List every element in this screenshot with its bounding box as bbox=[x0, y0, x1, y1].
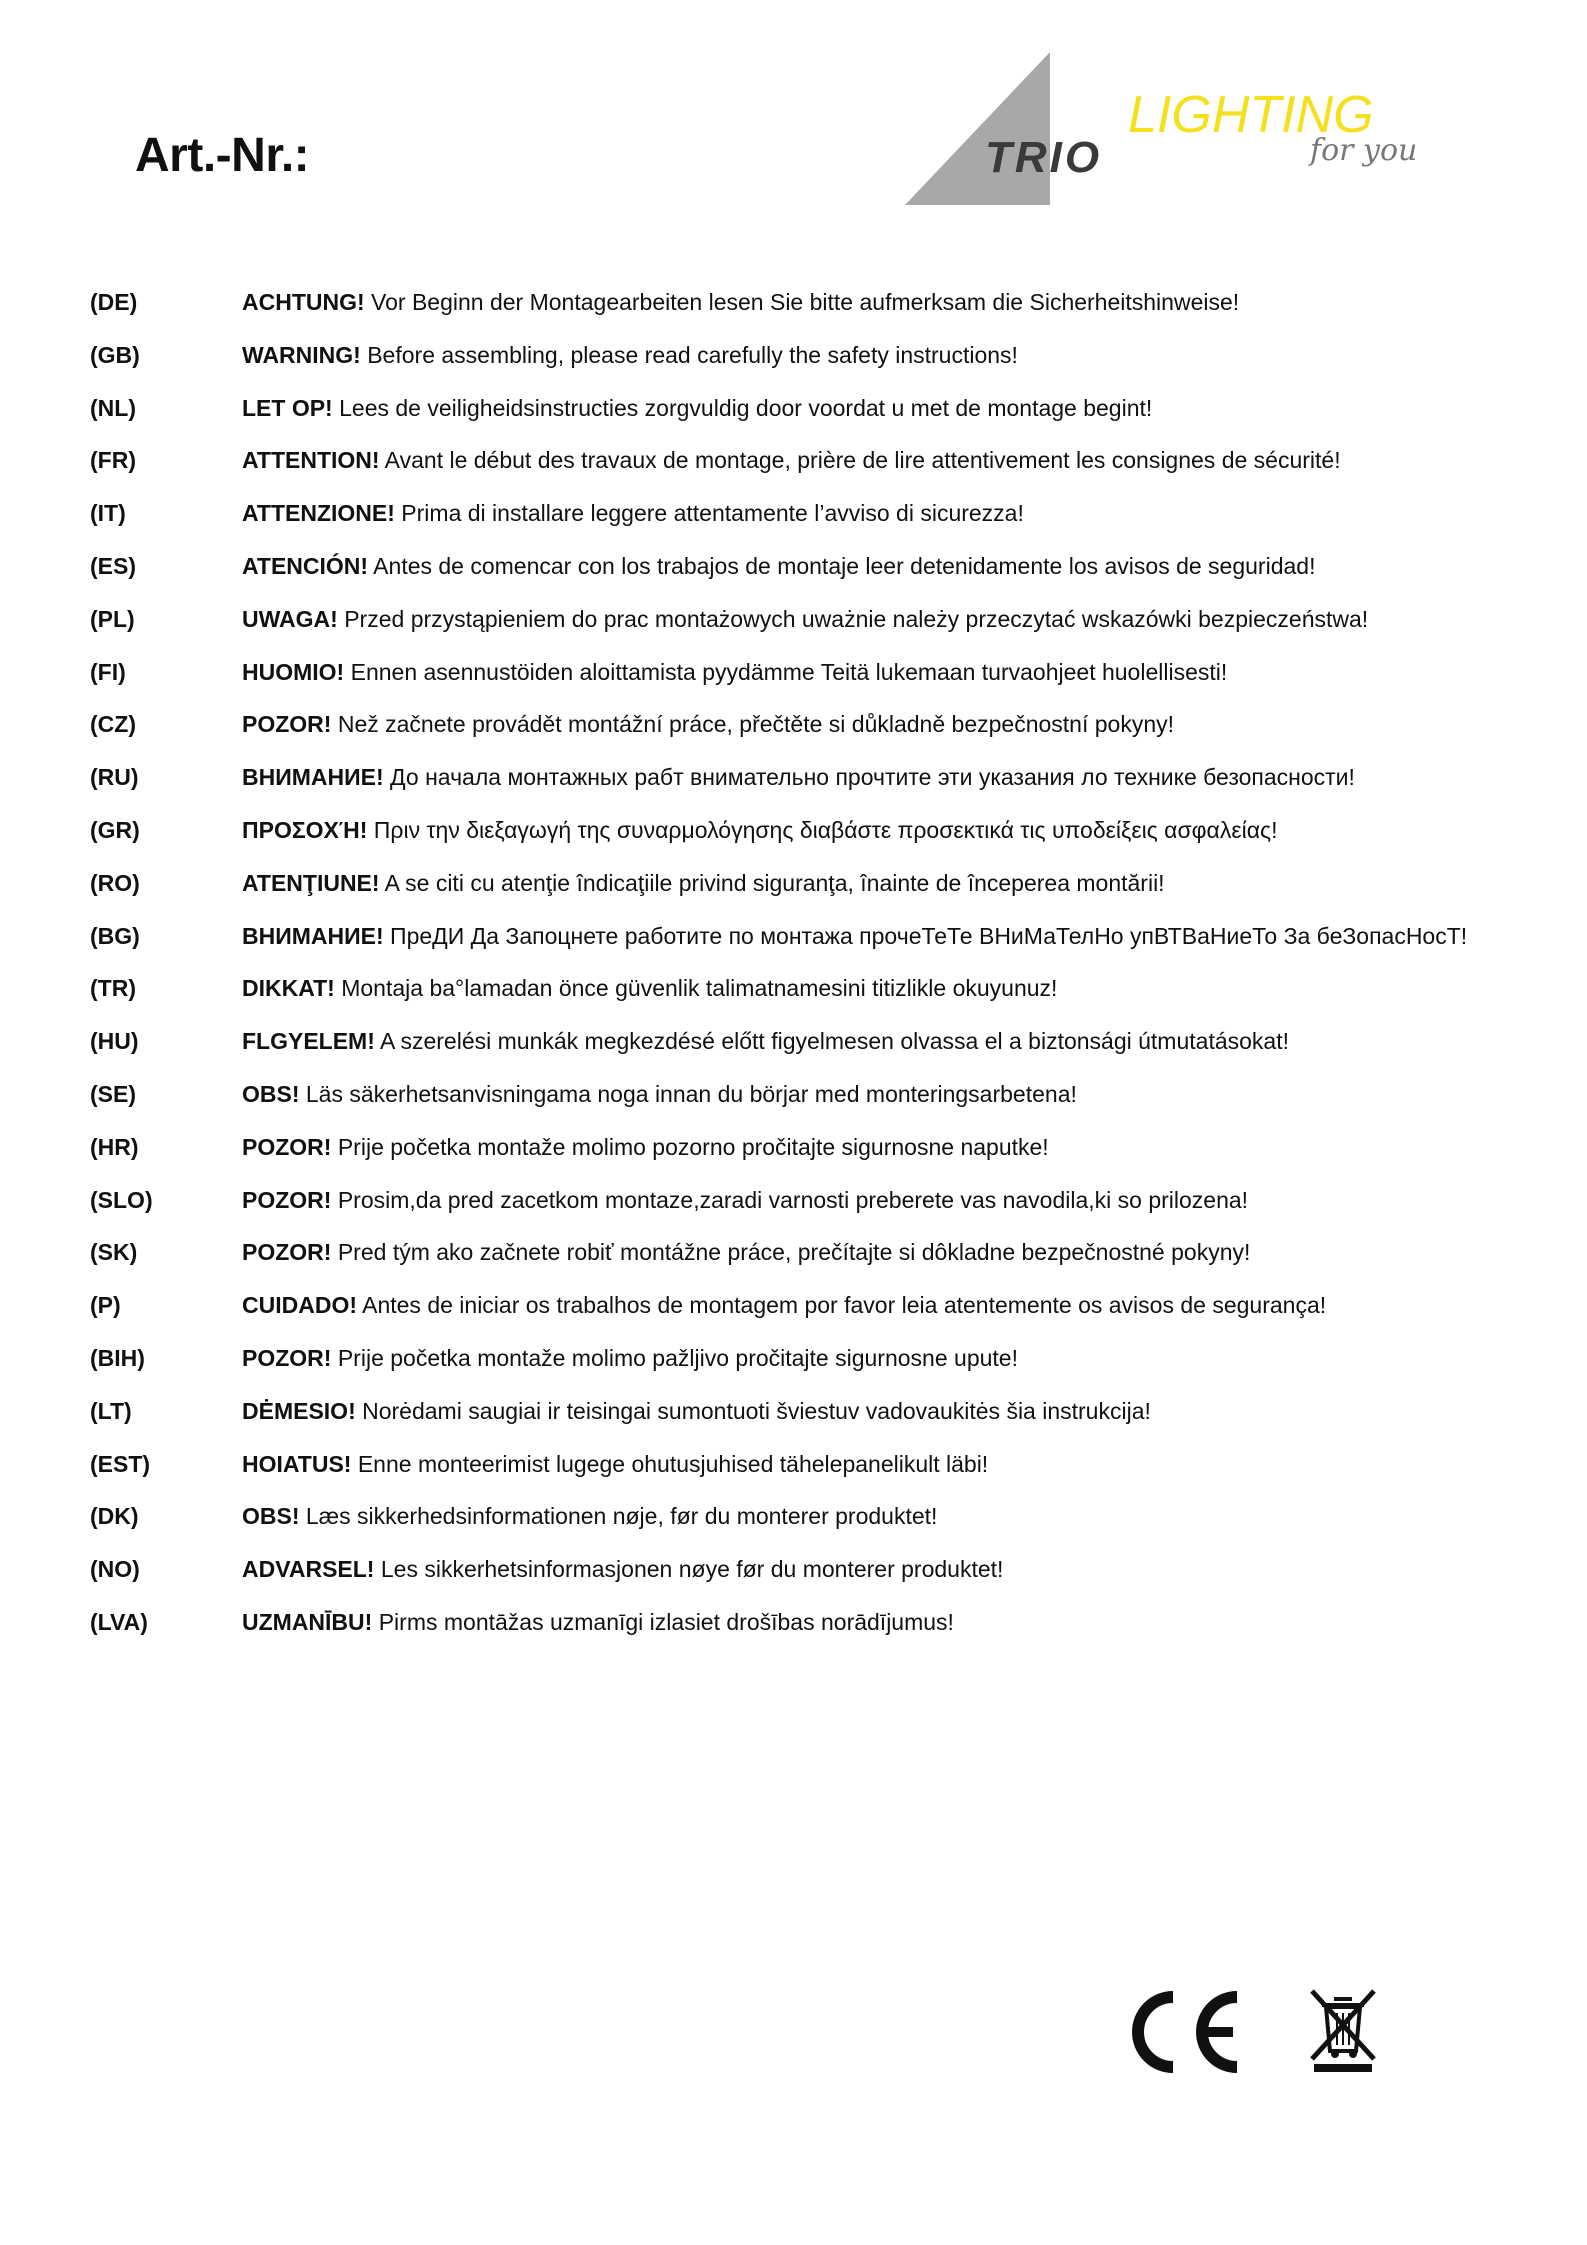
warning-row bbox=[90, 764, 1490, 817]
warning-text bbox=[242, 1609, 954, 1636]
warning-row bbox=[90, 975, 1490, 1028]
language-code: (PL) bbox=[90, 605, 135, 632]
warning-sentence: Antes de iniciar os trabalhos de montagem por favor leia atentemente os avisos de segurança! bbox=[357, 1292, 1327, 1319]
warning-sentence: Norėdami saugiai ir teisingai sumontuoti šviestuv vadovaukitės šia instrukcija! bbox=[355, 1397, 1151, 1424]
warning-text bbox=[242, 1556, 1003, 1583]
weee-bin-icon bbox=[1308, 1985, 1378, 2075]
warning-sentence: Než začnete provádět montážní práce, přečtěte si důkladně bezpečnostní pokyny! bbox=[331, 711, 1175, 738]
warning-word: POZOR! bbox=[242, 1344, 332, 1371]
language-code: (LVA) bbox=[90, 1608, 148, 1635]
warning-word: DĖMESIO! bbox=[242, 1397, 356, 1424]
language-code: (IT) bbox=[90, 500, 126, 527]
language-code: (NO) bbox=[90, 1556, 140, 1583]
warning-sentence: Læs sikkerhedsinformationen nøje, før du monterer produktet! bbox=[299, 1503, 938, 1530]
warning-text bbox=[242, 1451, 988, 1478]
warning-text bbox=[242, 923, 1467, 950]
warning-row bbox=[90, 1134, 1490, 1187]
warning-text bbox=[242, 289, 1239, 316]
language-code: (HU) bbox=[90, 1028, 139, 1055]
warning-word: WARNING! bbox=[242, 341, 361, 368]
warning-row bbox=[90, 870, 1490, 923]
warning-sentence: Pirms montāžas uzmanīgi izlasiet drošības norādījumus! bbox=[372, 1608, 954, 1635]
warning-row bbox=[90, 606, 1490, 659]
warning-text bbox=[242, 342, 1018, 369]
warning-row bbox=[90, 1451, 1490, 1504]
language-code: (BIH) bbox=[90, 1344, 145, 1371]
warning-word: ATTENZIONE! bbox=[242, 500, 395, 527]
language-code: (EST) bbox=[90, 1450, 151, 1477]
warning-row bbox=[90, 553, 1490, 606]
warning-word: POZOR! bbox=[242, 1133, 332, 1160]
warning-text bbox=[242, 447, 1341, 474]
warning-sentence: Les sikkerhetsinformasjonen nøye før du monterer produktet! bbox=[374, 1556, 1004, 1583]
warning-sentence: Prosim,da pred zacetkom montaze,zaradi varnosti preberete vas navodila,ki so prilozena! bbox=[331, 1186, 1249, 1213]
safety-warning-list bbox=[90, 289, 1490, 1662]
warning-text bbox=[242, 395, 1152, 422]
warning-text bbox=[242, 711, 1174, 738]
warning-row bbox=[90, 1556, 1490, 1609]
language-code: (SLO) bbox=[90, 1186, 153, 1213]
warning-text bbox=[242, 1134, 1049, 1161]
warning-text bbox=[242, 817, 1278, 844]
language-code: (FR) bbox=[90, 447, 136, 474]
warning-word: LET OP! bbox=[242, 394, 333, 421]
warning-row bbox=[90, 447, 1490, 500]
language-code: (FI) bbox=[90, 658, 126, 685]
language-code: (P) bbox=[90, 1292, 121, 1319]
warning-text bbox=[242, 1398, 1151, 1425]
warning-word: FLGYELEM! bbox=[242, 1028, 375, 1055]
language-code: (CZ) bbox=[90, 711, 136, 738]
language-code: (NL) bbox=[90, 394, 136, 421]
warning-text bbox=[242, 764, 1355, 791]
warning-word: ВНИМАНИЕ! bbox=[242, 922, 384, 949]
warning-word: POZOR! bbox=[242, 711, 332, 738]
warning-sentence: Antes de comencar con los trabajos de montaje leer detenidamente los avisos de seguridad! bbox=[368, 552, 1316, 579]
trio-lighting-logo bbox=[905, 52, 1418, 212]
warning-sentence: Montaja ba°lamadan önce güvenlik talimatnamesini titizlikle okuyunuz! bbox=[334, 975, 1058, 1002]
warning-sentence: Läs säkerhetsanvisningama noga innan du börjar med monteringsarbetena! bbox=[299, 1080, 1077, 1107]
warning-text bbox=[242, 1239, 1250, 1266]
warning-sentence: Prije početka montaže molimo pažljivo pročitajte sigurnosne upute! bbox=[331, 1344, 1018, 1371]
warning-text bbox=[242, 1028, 1289, 1055]
warning-sentence: Avant le début des travaux de montage, prière de lire attentivement les consignes de sécurité! bbox=[379, 447, 1341, 474]
warning-sentence: Ennen asennustöiden aloittamista pyydämme Teitä lukemaan turvaohjeet huolellisesti! bbox=[344, 658, 1228, 685]
warning-word: HOIATUS! bbox=[242, 1450, 352, 1477]
warning-row bbox=[90, 923, 1490, 976]
warning-word: ATENŢIUNE! bbox=[242, 869, 380, 896]
warning-word: OBS! bbox=[242, 1080, 300, 1107]
warning-text bbox=[242, 500, 1024, 527]
warning-word: HUOMIO! bbox=[242, 658, 345, 685]
warning-sentence: A se citi cu atenţie îndicaţiile privind siguranţa, înainte de începerea montării! bbox=[379, 869, 1165, 896]
warning-sentence: До начала монтажных рабт внимательно прочтите эти указания ло технике безопасности! bbox=[383, 764, 1355, 791]
warning-text bbox=[242, 870, 1165, 897]
warning-row bbox=[90, 1609, 1490, 1662]
warning-row bbox=[90, 1292, 1490, 1345]
warning-sentence: Πριν την διεξαγωγή της συναρμολόγησης διαβάστε προσεκτικά τις υποδείξεις ασφαλείας! bbox=[367, 816, 1278, 843]
language-code: (BG) bbox=[90, 922, 140, 949]
warning-row bbox=[90, 1081, 1490, 1134]
language-code: (RU) bbox=[90, 764, 139, 791]
article-number-label: Art.-Nr.: bbox=[135, 129, 310, 182]
warning-row bbox=[90, 1398, 1490, 1451]
language-code: (GB) bbox=[90, 341, 140, 368]
warning-sentence: Vor Beginn der Montagearbeiten lesen Sie bitte aufmerksam die Sicherheitshinweise! bbox=[364, 289, 1240, 315]
warning-text bbox=[242, 1081, 1077, 1108]
warning-text bbox=[242, 659, 1227, 686]
warning-row bbox=[90, 711, 1490, 764]
warning-row bbox=[90, 395, 1490, 448]
warning-row bbox=[90, 289, 1490, 342]
warning-row bbox=[90, 1028, 1490, 1081]
warning-word: UZMANĪBU! bbox=[242, 1608, 373, 1635]
warning-sentence: ПреДИ Да Запоцнете работите по монтажа прочеТеТе ВНиМаТелНо упВТВаНиеТо За беЗопасНосТ! bbox=[383, 922, 1468, 949]
warning-text bbox=[242, 1292, 1326, 1319]
language-code: (DK) bbox=[90, 1503, 139, 1530]
warning-word: ВНИМАНИЕ! bbox=[242, 764, 384, 791]
warning-word: ΠΡΟΣΟΧΉ! bbox=[242, 816, 368, 843]
logo-tagline-sub: for you bbox=[1310, 133, 1418, 168]
warning-sentence: Prije početka montaže molimo pozorno pročitajte sigurnosne naputke! bbox=[331, 1133, 1049, 1160]
warning-row bbox=[90, 1345, 1490, 1398]
warning-row bbox=[90, 1187, 1490, 1240]
warning-text bbox=[242, 553, 1315, 580]
warning-sentence: Prima di installare leggere attentamente l’avviso di sicurezza! bbox=[394, 500, 1024, 527]
warning-row bbox=[90, 500, 1490, 553]
language-code: (RO) bbox=[90, 869, 140, 896]
warning-text bbox=[242, 1345, 1018, 1372]
warning-sentence: Przed przystąpieniem do prac montażowych uważnie należy przeczytać wskazówki bezpieczeństwa! bbox=[337, 605, 1369, 632]
language-code: (ES) bbox=[90, 552, 136, 579]
language-code: (GR) bbox=[90, 816, 140, 843]
language-code: (SK) bbox=[90, 1239, 138, 1266]
logo-tagline-main: LIGHTING bbox=[1128, 86, 1374, 144]
logo-brand: TRIO bbox=[985, 133, 1103, 182]
warning-text bbox=[242, 1187, 1248, 1214]
warning-sentence: Pred tým ako začnete robiť montážne práce, prečítajte si dôkladne bezpečnostné pokyny! bbox=[331, 1239, 1251, 1266]
warning-word: ACHTUNG! bbox=[242, 289, 365, 315]
warning-row bbox=[90, 817, 1490, 870]
ce-mark-icon bbox=[1115, 1985, 1245, 2075]
warning-word: ATTENTION! bbox=[242, 447, 380, 474]
warning-row bbox=[90, 342, 1490, 395]
warning-word: ADVARSEL! bbox=[242, 1556, 375, 1583]
warning-text bbox=[242, 975, 1057, 1002]
language-code: (HR) bbox=[90, 1133, 139, 1160]
warning-word: CUIDADO! bbox=[242, 1292, 357, 1319]
language-code: (DE) bbox=[90, 289, 138, 315]
warning-word: ATENCIÓN! bbox=[242, 552, 369, 579]
warning-row bbox=[90, 659, 1490, 712]
language-code: (SE) bbox=[90, 1080, 136, 1107]
warning-word: DIKKAT! bbox=[242, 975, 335, 1002]
warning-text bbox=[242, 606, 1368, 633]
warning-word: POZOR! bbox=[242, 1186, 332, 1213]
warning-sentence: Enne monteerimist lugege ohutusjuhised tähelepanelikult läbi! bbox=[351, 1450, 989, 1477]
warning-sentence: Before assembling, please read carefully the safety instructions! bbox=[360, 341, 1018, 368]
warning-word: POZOR! bbox=[242, 1239, 332, 1266]
warning-row bbox=[90, 1503, 1490, 1556]
warning-sentence: Lees de veiligheidsinstructies zorgvuldig door voordat u met de montage begint! bbox=[332, 394, 1153, 421]
language-code: (TR) bbox=[90, 975, 136, 1002]
warning-word: UWAGA! bbox=[242, 605, 338, 632]
warning-row bbox=[90, 1239, 1490, 1292]
language-code: (LT) bbox=[90, 1397, 132, 1424]
warning-word: OBS! bbox=[242, 1503, 300, 1530]
warning-text bbox=[242, 1503, 937, 1530]
warning-sentence: A szerelési munkák megkezdésé előtt figyelmesen olvassa el a biztonsági útmutatásokat! bbox=[374, 1028, 1289, 1055]
